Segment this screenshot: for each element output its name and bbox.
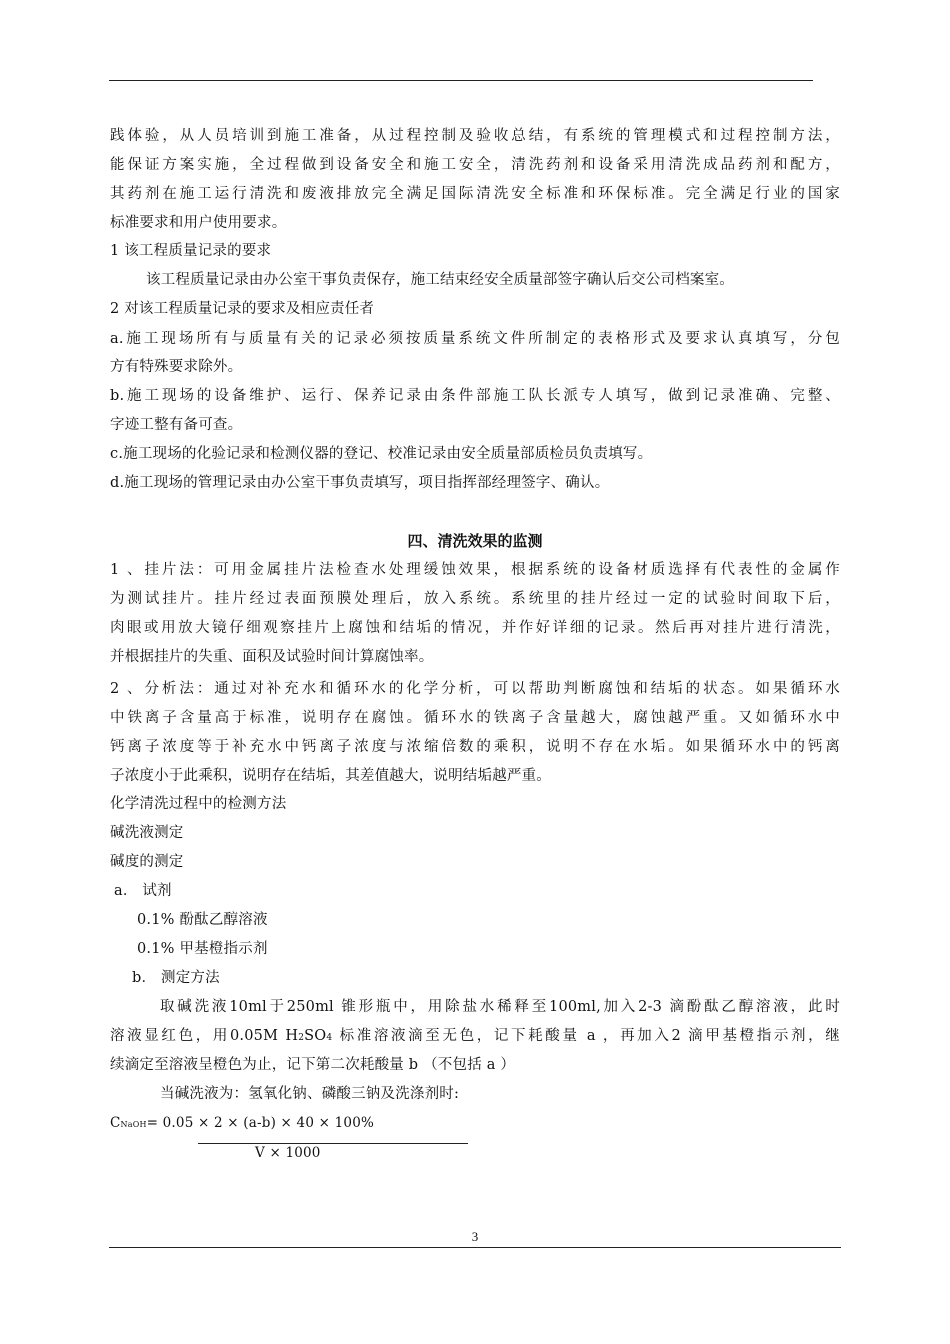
- formula-subscript: NaOH: [120, 1120, 147, 1129]
- item-d: d.施工现场的管理记录由办公室干事负责填写，项目指挥部经理签字、确认。: [110, 475, 610, 491]
- reagents-label: a． 试剂: [114, 883, 172, 899]
- alkali-title: 碱洗液测定: [110, 825, 184, 841]
- method-1-line: 1 、挂片法：可用金属挂片法检查水处理缓蚀效果，根据系统的设备材质选择有代表性的金属作: [110, 562, 840, 578]
- subscript: 2: [298, 1033, 305, 1043]
- method-2-line: 中铁离子含量高于标准，说明存在腐蚀。循环水的铁离子含量越大，腐蚀越严重。又如循环水中: [110, 710, 840, 726]
- method-1-line: 并根据挂片的失重、面积及试验时间计算腐蚀率。: [110, 649, 434, 665]
- fraction-bar: [198, 1143, 468, 1144]
- section-1-body: 该工程质量记录由办公室干事负责保存，施工结束经安全质量部签字确认后交公司档案室。: [146, 272, 734, 288]
- procedure-text: 溶液显红色，用0.05M H: [110, 1028, 299, 1044]
- method-1-line: 肉眼或用放大镜仔细观察挂片上腐蚀和结垢的情况，并作好详细的记录。然后再对挂片进行清洗，: [110, 620, 840, 636]
- formula-denominator: V × 1000: [255, 1145, 321, 1161]
- page-number: 3: [471, 1229, 479, 1244]
- procedure-text: SO: [304, 1028, 327, 1044]
- section-2-title: 2 对该工程质量记录的要求及相应责任者: [110, 301, 375, 317]
- subscript: 4: [326, 1033, 333, 1043]
- paragraph-line: 标准要求和用户使用要求。: [110, 215, 287, 231]
- method-1-line: 为测试挂片。挂片经过表面预膜处理后，放入系统。系统里的挂片经过一定的试验时间取下后，: [110, 591, 840, 607]
- method-2-line: 2 、分析法：通过对补充水和循环水的化学分析，可以帮助判断腐蚀和结垢的状态。如果循环水: [110, 681, 840, 697]
- item-c: c.施工现场的化验记录和检测仪器的登记、校准记录由安全质量部质检员负责填写。: [110, 446, 653, 462]
- paragraph-line: 能保证方案实施，全过程做到设备安全和施工安全，清洗药剂和设备采用清洗成品药剂和配方，: [110, 157, 840, 173]
- procedure-label: b． 测定方法: [132, 970, 220, 986]
- formula-intro: 当碱洗液为：氢氧化钠、磷酸三钠及洗涤剂时:: [160, 1086, 460, 1102]
- header-rule: [109, 80, 813, 81]
- footer-rule: [109, 1247, 841, 1248]
- method-2-line: 子浓度小于此乘积，说明存在结垢，其差值越大，说明结垢越严重。: [110, 768, 551, 784]
- alkalinity-title: 碱度的测定: [110, 854, 184, 870]
- reagent-item: 0.1% 酚酞乙醇溶液: [137, 912, 268, 928]
- section-4-heading: 四、清洗效果的监测: [407, 532, 543, 550]
- method-2-line: 钙离子浓度等于补充水中钙离子浓度与浓缩倍数的乘积，说明不存在水垢。如果循环水中的钙离: [110, 739, 840, 755]
- procedure-line-2: [110, 1027, 840, 1047]
- formula-numerator: = 0.05 × 2 × (a-b) × 40 × 100%: [146, 1115, 375, 1131]
- detection-title: 化学清洗过程中的检测方法: [110, 796, 287, 812]
- procedure-line-3: 续滴定至溶液呈橙色为止，记下第二次耗酸量 b （不包括 a ）: [110, 1057, 516, 1073]
- paragraph-line: 践体验，从人员培训到施工准备，从过程控制及验收总结，有系统的管理模式和过程控制方法，: [110, 128, 840, 144]
- procedure-text: 标准溶液滴至无色，记下耗酸量 a ，再加入2 滴甲基橙指示剂，继: [332, 1028, 841, 1044]
- procedure-line-1: 取碱洗液10ml于250ml 锥形瓶中，用除盐水稀释至100ml,加入2-3 滴酚酞乙醇溶液，此时: [160, 999, 840, 1015]
- section-1-title: 1 该工程质量记录的要求: [110, 243, 272, 259]
- reagent-item: 0.1% 甲基橙指示剂: [137, 941, 268, 957]
- formula-lhs: C: [110, 1115, 121, 1131]
- formula-numerator-line: [110, 1114, 374, 1134]
- paragraph-line: 其药剂在施工运行清洗和废液排放完全满足国际清洗安全标准和环保标准。完全满足行业的国家: [110, 186, 840, 202]
- item-a-line: 方有特殊要求除外。: [110, 359, 243, 375]
- item-b-line: 字迹工整有备可查。: [110, 417, 243, 433]
- item-a-line: a.施工现场所有与质量有关的记录必须按质量系统文件所制定的表格形式及要求认真填写，分包: [110, 331, 840, 347]
- item-b-line: b.施工现场的设备维护、运行、保养记录由条件部施工队长派专人填写，做到记录准确、完整、: [110, 388, 840, 404]
